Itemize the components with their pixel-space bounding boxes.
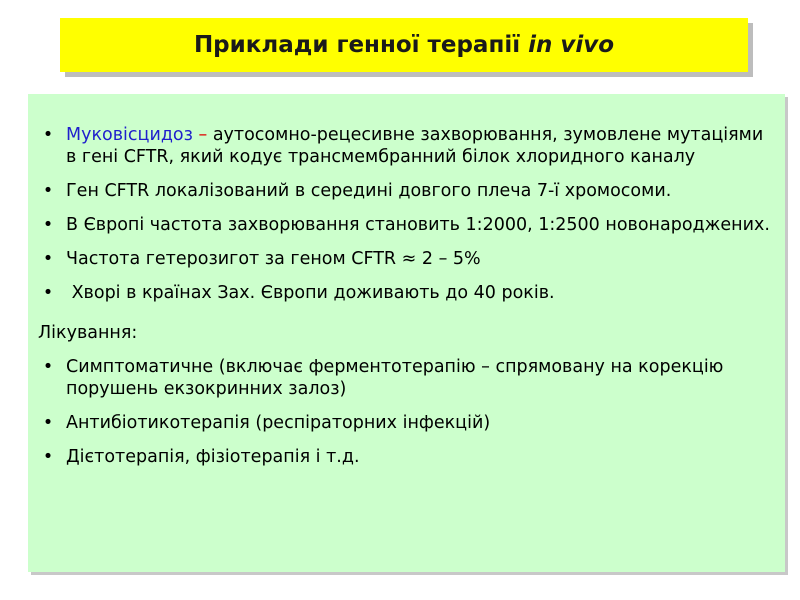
- title-italic-text: in vivo: [528, 32, 615, 58]
- list-item: [38, 446, 774, 468]
- list-item: [38, 248, 774, 270]
- list-item: [38, 282, 774, 304]
- list-item-text: Дієтотерапія, фізіотерапія і т.д.: [66, 447, 360, 467]
- facts-list: [38, 124, 774, 304]
- bullet-icon: •: [42, 283, 54, 303]
- list-item-text: Антибіотикотерапія (респіраторних інфекцій): [66, 413, 491, 433]
- content-panel: [28, 94, 785, 572]
- list-item: [38, 214, 774, 236]
- disease-term: Муковісцидоз: [66, 125, 193, 145]
- list-item: [38, 412, 774, 434]
- list-item: [38, 356, 774, 400]
- disease-definition: аутосомно-рецесивне захворювання, зумовлене мутаціями в гені CFTR, який кодує трансмембранний білок хлоридного каналу: [66, 125, 764, 167]
- list-item-text: Симптоматичне (включає ферментотерапію – спрямовану на корекцію порушень екзокринних залоз): [66, 357, 724, 399]
- bullet-icon: •: [42, 215, 54, 235]
- content-body: [38, 124, 774, 468]
- list-item: [38, 180, 774, 202]
- list-item-text: В Європі частота захворювання становить 1:2000, 1:2500 новонароджених.: [66, 215, 770, 235]
- treatment-heading: Лікування:: [38, 323, 138, 343]
- bullet-icon: •: [42, 447, 54, 467]
- bullet-icon: •: [42, 413, 54, 433]
- bullet-icon: •: [42, 125, 54, 145]
- title-banner: [60, 18, 748, 72]
- title-text: Приклади генної терапії: [193, 32, 529, 58]
- treatment-list: [38, 356, 774, 468]
- term-dash: –: [192, 125, 213, 145]
- list-item-text: Ген CFTR локалізований в середині довгого плеча 7-ї хромосоми.: [66, 181, 672, 201]
- list-item-text: Частота гетерозигот за геном CFTR ≈ 2 – 5%: [66, 249, 481, 269]
- list-item-text: Хворі в країнах Зах. Європи доживають до 40 років.: [66, 283, 555, 303]
- list-item: [38, 124, 774, 168]
- bullet-icon: •: [42, 249, 54, 269]
- bullet-icon: •: [42, 181, 54, 201]
- bullet-icon: •: [42, 357, 54, 377]
- slide-title: [194, 32, 614, 58]
